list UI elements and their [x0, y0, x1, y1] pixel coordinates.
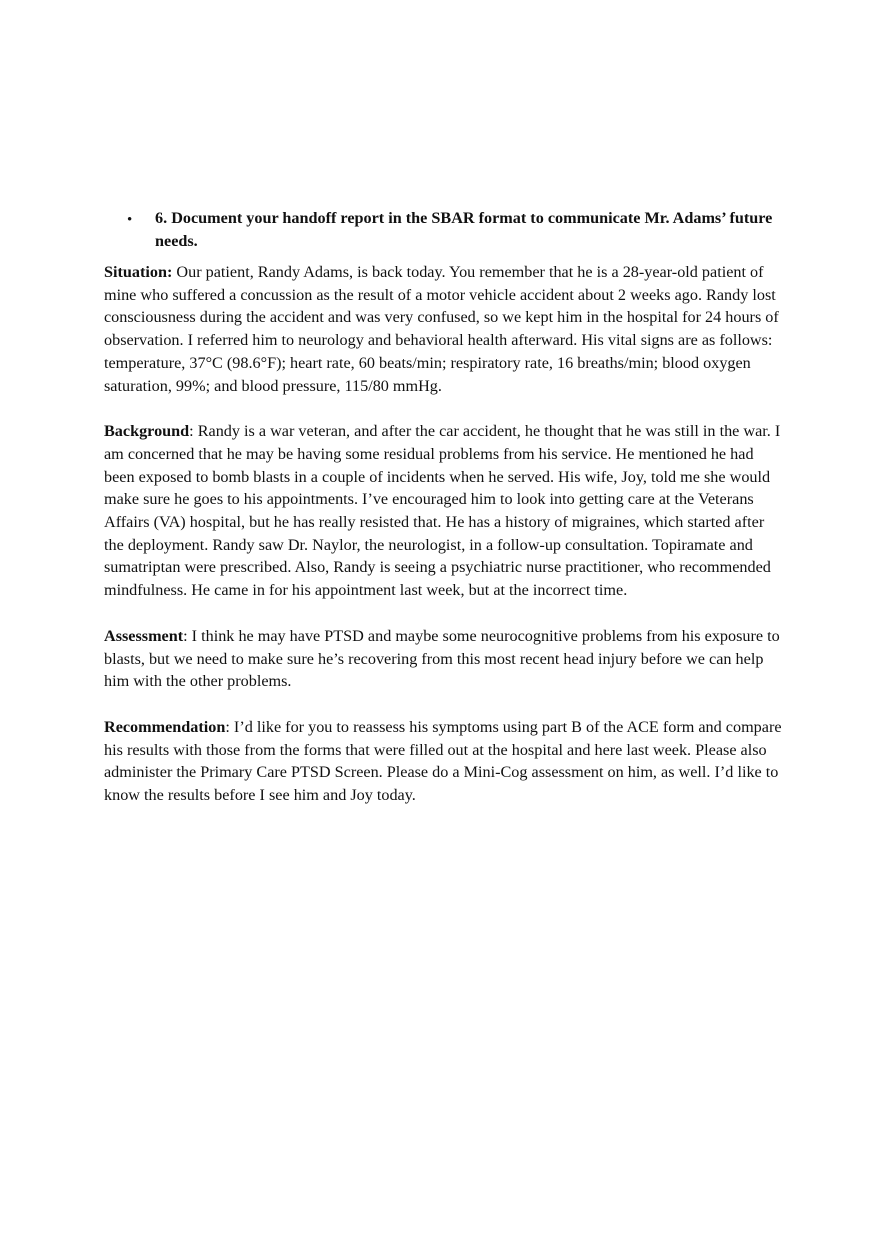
question-heading: [127, 207, 787, 253]
situation-label: Situation:: [104, 263, 173, 281]
assessment-text: : I think he may have PTSD and maybe some neurocognitive problems from his exposure to blasts, but we need to make sure he’s recovering from this most recent head injury before we can help him with the other problems.: [104, 626, 780, 691]
background-text: : Randy is a war veteran, and after the car accident, he thought that he was still in the war. I am concerned that he may be having some residual problems from his service. He mentioned he had been exposed to bomb blasts in a couple of incidents when he served. His wife, Joy, told me she would make sure he goes to his appointments. I’ve encouraged him to look into getting care at the Veterans Affairs (VA) hospital, but he has really resisted that. He has a history of migraines, which started after the deployment. Randy saw Dr. Naylor, the neurologist, in a follow-up consultation. Topiramate and sumatriptan were prescribed. Also, Randy is seeing a psychiatric nurse practitioner, who recommended mindfulness. He came in for his appointment last week, but at the incorrect time.: [104, 422, 781, 600]
sbar-report: [104, 261, 784, 830]
assessment-label: Assessment: [104, 626, 184, 645]
bullet-icon: •: [127, 212, 133, 228]
assessment-paragraph: [104, 625, 784, 693]
background-paragraph: [104, 420, 784, 602]
situation-text: Our patient, Randy Adams, is back today. You remember that he is a 28-year-old patient of mine who suffered a concussion as the result of a motor vehicle accident about 2 weeks ago. Randy lost consciousness during the accident and was very confused, so we kept him in the hospital for 24 hours of observation. I referred him to neurology and behavioral health afterward. His vital signs are as follows: temperature, 37°C (98.6°F); heart rate, 60 beats/min; respiratory rate, 16 breaths/min; blood oxygen saturation, 99%; and blood pressure, 115/80 mmHg.: [104, 263, 779, 395]
background-label: Background: [104, 422, 190, 441]
recommendation-paragraph: [104, 716, 784, 807]
recommendation-label: Recommendation: [104, 717, 226, 736]
situation-paragraph: [104, 261, 784, 397]
question-text: 6. Document your handoff report in the SBAR format to communicate Mr. Adams’ future needs.: [155, 209, 773, 250]
recommendation-text: : I’d like for you to reassess his symptoms using part B of the ACE form and compare his results with those from the forms that were filled out at the hospital and here last week. Please also administer the Primary Care PTSD Screen. Please do a Mini-Cog assessment on him, as well. I’d like to know the results before I see him and Joy today.: [104, 717, 782, 805]
